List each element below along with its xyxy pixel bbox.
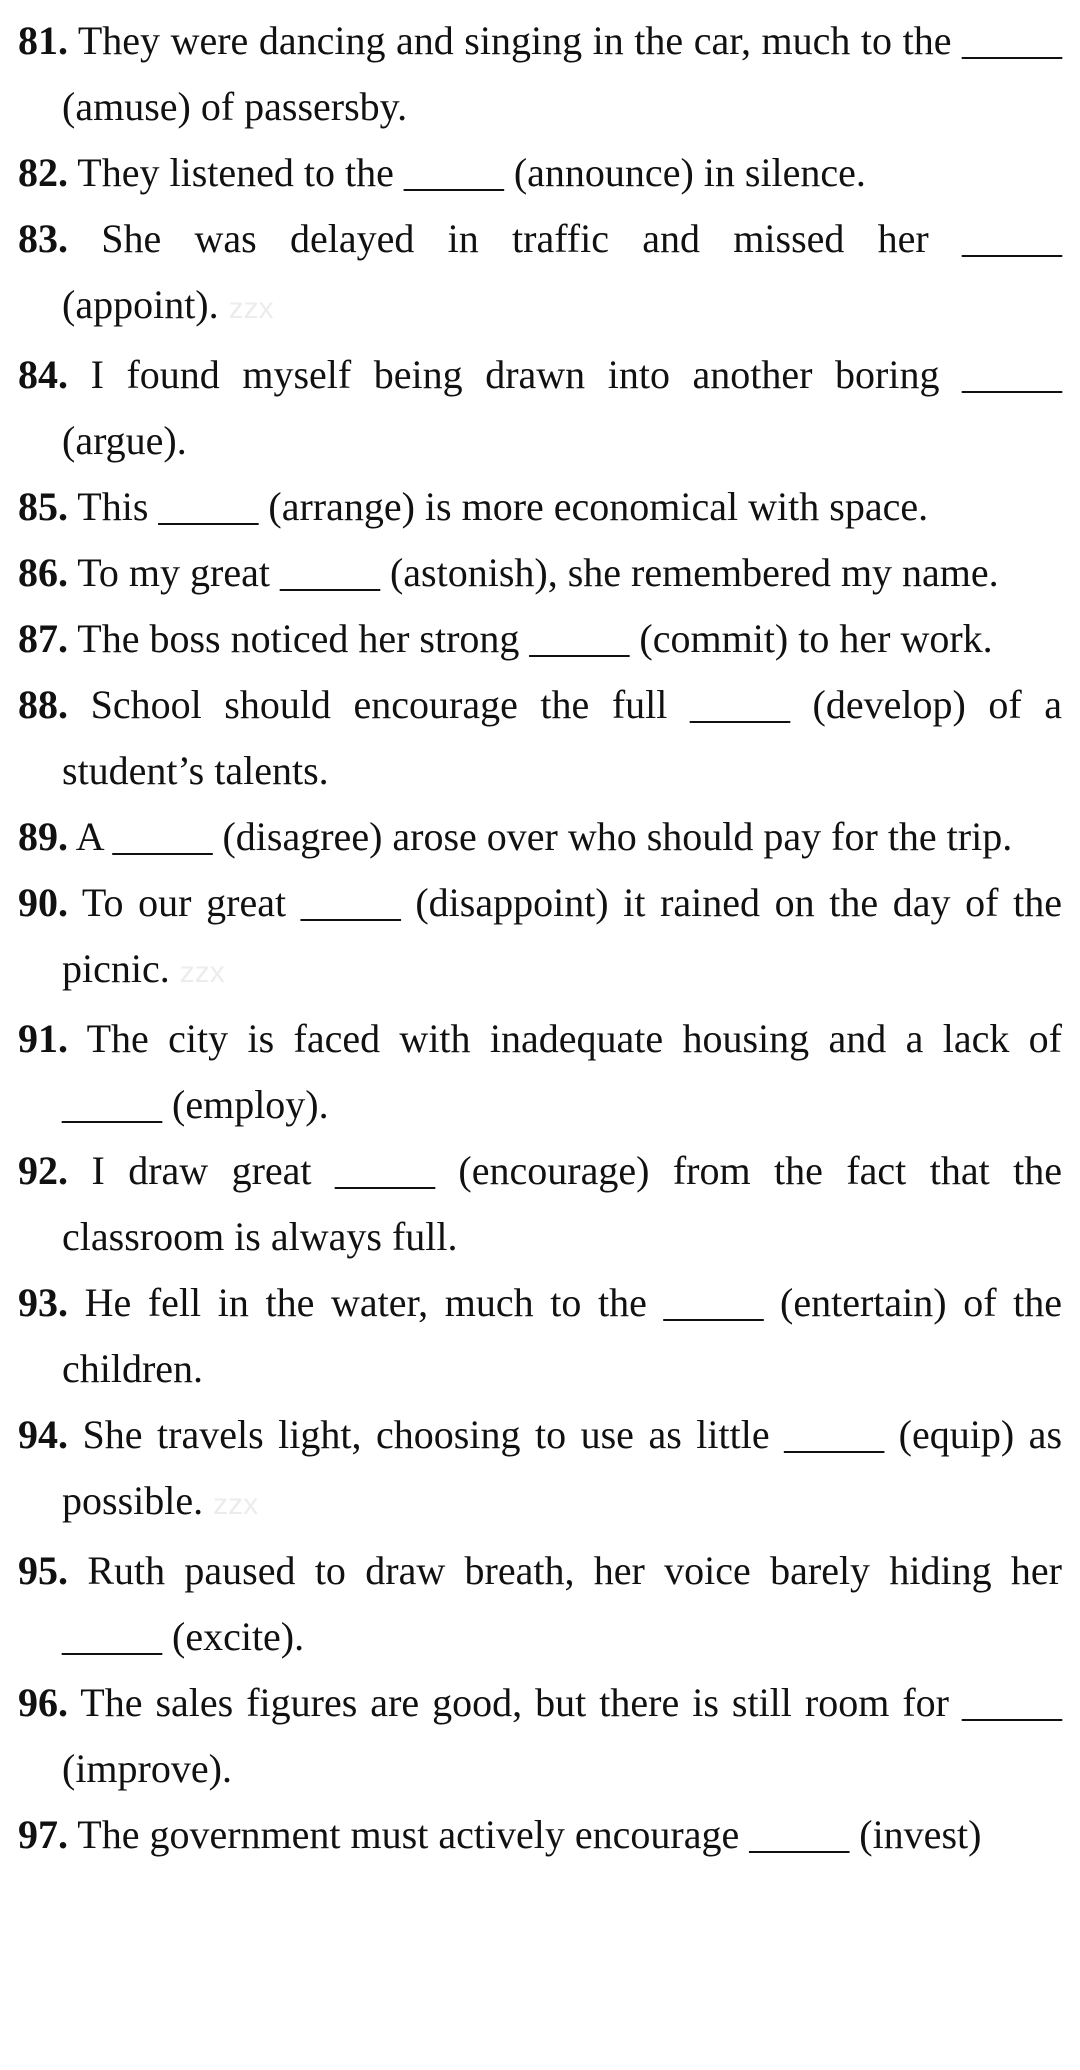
question-text-after: (entertain) of the children. <box>62 1280 1063 1391</box>
answer-blank: _____ <box>962 18 1062 63</box>
answer-blank: _____ <box>689 682 790 727</box>
question-number: 89. <box>18 814 68 859</box>
question-text-after: (argue). <box>62 418 187 463</box>
question-84 <box>18 342 1062 474</box>
question-number: 81. <box>18 18 68 63</box>
question-96 <box>18 1670 1062 1802</box>
question-number: 92. <box>18 1148 68 1193</box>
question-text-before: School should encourage the full <box>68 682 690 727</box>
question-text-after: (amuse) of passersby. <box>62 84 408 129</box>
question-text-after: (invest) <box>849 1812 982 1857</box>
question-97 <box>18 1802 1062 1868</box>
question-93 <box>18 1270 1062 1402</box>
question-number: 83. <box>18 216 68 261</box>
question-text-before: A <box>68 814 113 859</box>
question-text-after: (disappoint) it rained on the day of the picnic. <box>62 880 1063 991</box>
question-number: 87. <box>18 616 68 661</box>
answer-blank: _____ <box>300 880 401 925</box>
answer-blank: _____ <box>962 352 1062 397</box>
question-number: 93. <box>18 1280 68 1325</box>
question-text-after: (astonish), she remembered my name. <box>379 550 999 595</box>
question-text-before: The sales figures are good, but there is still room for <box>68 1680 962 1725</box>
question-text-after: (equip) as possible. <box>62 1412 1063 1523</box>
question-83 <box>18 206 1062 342</box>
question-text-after: (disagree) arose over who should pay for the trip. <box>212 814 1013 859</box>
question-number: 84. <box>18 352 68 397</box>
answer-blank: _____ <box>62 1082 162 1127</box>
question-text-before: The boss noticed her strong <box>68 616 530 661</box>
question-number: 86. <box>18 550 68 595</box>
question-91 <box>18 1006 1062 1138</box>
question-text-before: To my great <box>68 550 280 595</box>
question-text-after: (announce) in silence. <box>503 150 866 195</box>
answer-blank: _____ <box>62 1614 162 1659</box>
answer-blank: _____ <box>279 550 380 595</box>
question-text-before: The government must actively encourage <box>68 1812 750 1857</box>
question-82 <box>18 140 1062 206</box>
question-text-after: (improve). <box>62 1746 232 1791</box>
question-text-after: (encourage) from the fact that the classroom is always full. <box>62 1148 1062 1259</box>
question-number: 96. <box>18 1680 68 1725</box>
question-94 <box>18 1402 1062 1538</box>
answer-blank: _____ <box>784 1412 885 1457</box>
question-number: 85. <box>18 484 68 529</box>
question-number: 95. <box>18 1548 68 1593</box>
question-text-before: They listened to the <box>68 150 404 195</box>
question-text-before: She travels light, choosing to use as little <box>68 1412 785 1457</box>
question-text-before: Ruth paused to draw breath, her voice barely hiding her <box>68 1548 1062 1593</box>
answer-blank: _____ <box>158 484 259 529</box>
question-number: 91. <box>18 1016 68 1061</box>
answer-blank: _____ <box>962 216 1062 261</box>
question-number: 88. <box>18 682 68 727</box>
question-text-before: This <box>68 484 159 529</box>
answer-blank: _____ <box>529 616 630 661</box>
answer-blank: _____ <box>403 150 504 195</box>
question-text-before: The city is faced with inadequate housing and a lack of <box>68 1016 1062 1061</box>
question-text-after: (develop) of a student’s talents. <box>62 682 1062 793</box>
question-text-after: (employ). <box>162 1082 329 1127</box>
question-85 <box>18 474 1062 540</box>
question-text-before: He fell in the water, much to the <box>68 1280 664 1325</box>
answer-blank: _____ <box>663 1280 764 1325</box>
watermark-text: zzx <box>179 956 225 989</box>
question-90 <box>18 870 1062 1006</box>
question-text-after: (arrange) is more economical with space. <box>258 484 929 529</box>
question-number: 94. <box>18 1412 68 1457</box>
question-text-before: She was delayed in traffic and missed her <box>68 216 962 261</box>
answer-blank: _____ <box>962 1680 1062 1725</box>
question-95 <box>18 1538 1062 1670</box>
question-87 <box>18 606 1062 672</box>
question-number: 90. <box>18 880 68 925</box>
question-text-after: (commit) to her work. <box>629 616 993 661</box>
question-text-after: (appoint). <box>62 282 219 327</box>
watermark-text: zzx <box>228 292 274 325</box>
question-text-before: They were dancing and singing in the car, much to the <box>68 18 962 63</box>
question-89 <box>18 804 1062 870</box>
question-number: 97. <box>18 1812 68 1857</box>
question-88 <box>18 672 1062 804</box>
question-number: 82. <box>18 150 68 195</box>
question-text-after: (excite). <box>162 1614 305 1659</box>
watermark-text: zzx <box>213 1488 259 1521</box>
question-text-before: I draw great <box>68 1148 335 1193</box>
answer-blank: _____ <box>749 1812 850 1857</box>
question-86 <box>18 540 1062 606</box>
question-text-before: To our great <box>68 880 301 925</box>
answer-blank: _____ <box>112 814 213 859</box>
question-text-before: I found myself being drawn into another boring <box>68 352 962 397</box>
answer-blank: _____ <box>334 1148 435 1193</box>
question-81 <box>18 8 1062 140</box>
question-92 <box>18 1138 1062 1270</box>
